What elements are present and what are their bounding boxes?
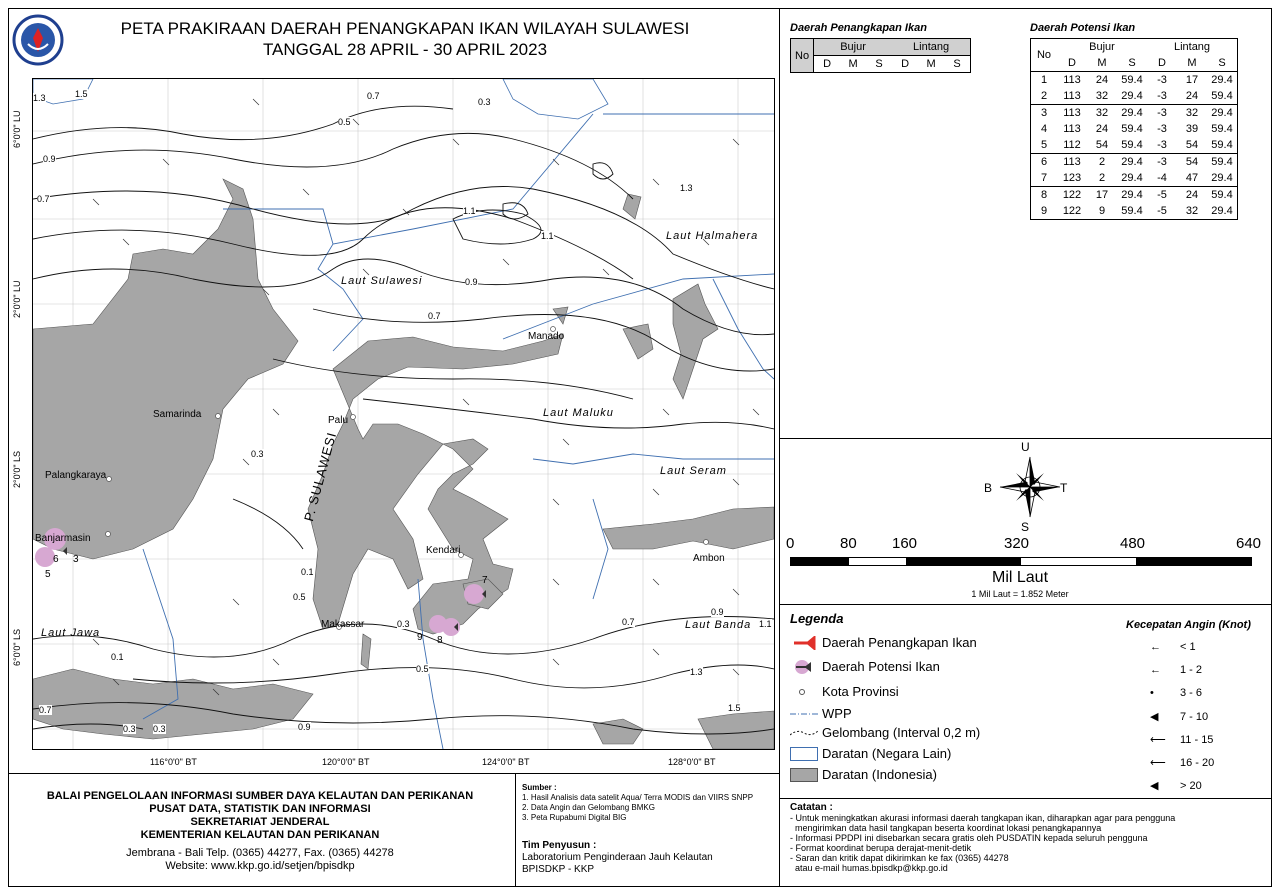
- potential-cell: 9: [1040, 205, 1048, 217]
- potential-cell: 29.4: [1121, 189, 1143, 201]
- col-bujur: Bujur: [1089, 41, 1115, 53]
- org-line4: KEMENTERIAN KELAUTAN DAN PERIKANAN: [140, 829, 380, 841]
- source-item: 2. Data Angin dan Gelombang BMKG: [522, 803, 655, 812]
- footer-organization: [10, 790, 510, 873]
- contour-label: 0.3: [123, 724, 136, 734]
- sea-seram: Laut Seram: [660, 465, 727, 477]
- contour-label: 1.3: [680, 183, 693, 193]
- wind-arrow-icon: ◀: [1150, 711, 1159, 723]
- potential-cell: 2: [1098, 156, 1106, 168]
- col-d: D: [1158, 57, 1166, 69]
- scale-bar: [790, 557, 1252, 566]
- map-title: [30, 18, 780, 60]
- contour-label: 0.1: [301, 567, 314, 577]
- note-item: - Informasi PPDPI ini disebarkan secara gratis oleh PUSDATIN kepada seluruh pengguna: [790, 833, 1148, 843]
- potential-area-title: Daerah Potensi Ikan: [1030, 22, 1136, 34]
- contour-label: 0.5: [338, 117, 351, 127]
- scale-tick: 480: [1120, 535, 1146, 552]
- sources-title: Sumber :: [522, 783, 557, 792]
- potential-cell: 39: [1185, 123, 1199, 135]
- city-samarinda: Samarinda: [153, 409, 202, 420]
- contour-label: 1.1: [759, 619, 772, 629]
- wind-item: ⟵ 16 - 20: [1150, 756, 1215, 769]
- potential-cell: 54: [1185, 156, 1199, 168]
- org-website[interactable]: Website: www.kkp.go.id/setjen/bpisdkp: [165, 860, 355, 872]
- legend-fishing-area: Daerah Penangkapan Ikan: [790, 635, 977, 650]
- map-svg: [33, 79, 774, 749]
- compass-n: U: [1021, 440, 1030, 454]
- compass-e: T: [1060, 481, 1068, 495]
- potential-cell: 17: [1185, 74, 1199, 86]
- col-no: No: [791, 39, 814, 73]
- scale-tick: 320: [1004, 535, 1030, 552]
- potential-cell: 32: [1185, 107, 1199, 119]
- team-line2: BPISDKP - KKP: [522, 864, 595, 875]
- potential-cell: -3: [1157, 139, 1167, 151]
- divider: [515, 773, 516, 887]
- col-d: D: [901, 58, 910, 70]
- wind-arrow-icon: •: [1150, 687, 1154, 699]
- scale-note: 1 Mil Laut = 1.852 Meter: [971, 589, 1069, 599]
- potential-cell: 29.4: [1121, 90, 1143, 102]
- potential-cell: 122: [1062, 189, 1082, 201]
- potential-cell: 122: [1062, 205, 1082, 217]
- y-tick: 6°0'0" LU: [12, 110, 22, 148]
- point-label: 3: [73, 554, 79, 565]
- map-canvas[interactable]: [32, 78, 775, 750]
- compass-icon: [990, 440, 1070, 535]
- potential-cell: 59.4: [1211, 156, 1233, 168]
- contour-label: 1.1: [463, 206, 476, 216]
- potential-cell: 29.4: [1211, 74, 1233, 86]
- potential-cell: 59.4: [1211, 123, 1233, 135]
- wind-item: ◀ > 20: [1150, 779, 1202, 792]
- wind-arrow-icon: ←: [1150, 641, 1161, 653]
- potential-cell: 113: [1063, 156, 1081, 168]
- potential-cell: 59.4: [1211, 189, 1233, 201]
- potential-row: [1031, 105, 1238, 122]
- compass-w: B: [984, 481, 993, 495]
- col-m: M: [1097, 57, 1107, 69]
- city-banjarmasin: Banjarmasin: [35, 533, 91, 544]
- compass-rose: [990, 440, 1070, 535]
- col-d: D: [823, 58, 832, 70]
- team-line1: Laboratorium Penginderaan Jauh Kelautan: [522, 852, 713, 863]
- col-d: D: [1068, 57, 1076, 69]
- divider: [780, 798, 1272, 799]
- org-line2: PUSAT DATA, STATISTIK DAN INFORMASI: [149, 803, 371, 815]
- potential-row: [1031, 72, 1238, 89]
- scale-tick: 80: [840, 535, 857, 552]
- legend-city: Kota Provinsi: [790, 684, 899, 699]
- potential-cell: 2: [1040, 90, 1048, 102]
- divider: [780, 438, 1272, 439]
- potential-cell: 32: [1185, 205, 1199, 217]
- wind-arrow-icon: ⟵: [1150, 757, 1166, 769]
- fishing-area-table: [790, 38, 971, 73]
- potential-cell: -3: [1157, 90, 1167, 102]
- red-fish-icon: [790, 636, 818, 650]
- contour-label: 0.3: [153, 724, 166, 734]
- potential-cell: 9: [1098, 205, 1106, 217]
- col-m: M: [1187, 57, 1197, 69]
- potential-cell: 32: [1095, 107, 1109, 119]
- x-tick: 124°0'0" BT: [482, 757, 530, 767]
- wind-item: ← 1 - 2: [1150, 664, 1203, 676]
- wind-item: ← < 1: [1150, 641, 1196, 653]
- contour-label: 1.3: [690, 667, 703, 677]
- potential-row: [1031, 137, 1238, 154]
- title-line2: TANGGAL 28 APRIL - 30 APRIL 2023: [262, 40, 548, 59]
- indonesia-land-swatch: [790, 768, 818, 782]
- potential-cell: 59.4: [1211, 139, 1233, 151]
- contour-label: 0.5: [416, 664, 429, 674]
- potential-cell: -3: [1157, 123, 1167, 135]
- sea-halmahera: Laut Halmahera: [666, 230, 759, 242]
- potential-cell: 17: [1095, 189, 1109, 201]
- potential-row: [1031, 187, 1238, 204]
- potential-cell: 6: [1040, 156, 1048, 168]
- col-s: S: [875, 58, 883, 70]
- wind-legend-title: Kecepatan Angin (Knot): [1126, 619, 1251, 631]
- legend-title: Legenda: [790, 611, 844, 626]
- y-tick: 2°0'0" LU: [12, 280, 22, 318]
- potential-cell: 59.4: [1121, 139, 1143, 151]
- contour-label: 0.9: [465, 277, 478, 287]
- city-ambon: Ambon: [693, 553, 725, 564]
- contour-label: 0.7: [428, 311, 441, 321]
- contour-label: 0.3: [397, 619, 410, 629]
- sea-sulawesi: Laut Sulawesi: [341, 275, 423, 287]
- potential-cell: 54: [1095, 139, 1109, 151]
- potential-cell: 24: [1095, 123, 1109, 135]
- potential-cell: -3: [1157, 107, 1167, 119]
- potential-cell: 3: [1040, 107, 1048, 119]
- wind-arrow-icon: ⟵: [1150, 734, 1166, 746]
- legend-foreign-land: Daratan (Negara Lain): [790, 746, 951, 761]
- sea-jawa: Laut Jawa: [41, 627, 101, 639]
- col-bujur: Bujur: [814, 39, 893, 56]
- contour-label: 0.9: [298, 722, 311, 732]
- sea-banda: Laut Banda: [685, 619, 752, 631]
- potential-cell: 29.4: [1121, 172, 1143, 184]
- note-item: - Saran dan kritik dapat dikirimkan ke fax (0365) 44278: [790, 853, 1009, 863]
- potential-cell: 29.4: [1121, 156, 1143, 168]
- col-lintang: Lintang: [892, 39, 971, 56]
- sea-maluku: Laut Maluku: [543, 407, 614, 419]
- potential-cell: 24: [1185, 189, 1199, 201]
- wpp-line-icon: [790, 707, 818, 721]
- contour-label: 0.7: [367, 91, 380, 101]
- foreign-land-swatch: [790, 747, 818, 761]
- potential-cell: -3: [1157, 156, 1167, 168]
- contour-label: 1.3: [33, 93, 46, 103]
- col-s: S: [1128, 57, 1136, 69]
- contour-label: 0.1: [111, 652, 124, 662]
- contour-label: 1.1: [541, 231, 554, 241]
- contour-label: 0.9: [43, 154, 56, 164]
- contour-label: 0.7: [37, 194, 50, 204]
- potential-cell: 2: [1098, 172, 1106, 184]
- note-item: atau e-mail humas.bpisdkp@kkp.go.id: [790, 863, 948, 873]
- org-line3: SEKRETARIAT JENDERAL: [190, 816, 330, 828]
- notes-block: [790, 803, 1260, 873]
- scale-tick: 0: [786, 535, 795, 552]
- city-kendari: Kendari: [426, 545, 461, 556]
- contour-label: 0.3: [478, 97, 491, 107]
- contour-label: 0.7: [39, 705, 52, 715]
- col-m: M: [926, 58, 936, 70]
- potential-cell: 29.4: [1211, 172, 1233, 184]
- potential-row: [1031, 121, 1238, 137]
- potential-cell: 4: [1040, 123, 1048, 135]
- city-makassar: Makassar: [321, 619, 365, 630]
- potential-cell: 59.4: [1121, 123, 1143, 135]
- potential-cell: 113: [1063, 107, 1081, 119]
- indonesian-land: [33, 179, 774, 749]
- potential-cell: 32: [1095, 90, 1109, 102]
- contour-label: 1.5: [75, 89, 88, 99]
- potential-cell: 59.4: [1121, 74, 1143, 86]
- title-line1: PETA PRAKIRAAN DAERAH PENANGKAPAN IKAN WILAYAH SULAWESI: [120, 19, 690, 38]
- fishing-area-title: Daerah Penangkapan Ikan: [790, 22, 927, 34]
- city-dot-icon: [790, 685, 818, 699]
- x-tick: 128°0'0" BT: [668, 757, 716, 767]
- potential-cell: 24: [1185, 90, 1199, 102]
- island-sulawesi-label: P. SULAWESI: [301, 430, 340, 523]
- potential-cell: 113: [1063, 74, 1081, 86]
- org-address: Jembrana - Bali Telp. (0365) 44277, Fax. (0365) 44278: [126, 847, 394, 859]
- x-tick: 116°0'0" BT: [150, 757, 197, 767]
- contour-label: 0.5: [293, 592, 306, 602]
- point-label: 7: [482, 575, 488, 586]
- divider: [8, 773, 780, 774]
- potential-cell: 54: [1185, 139, 1199, 151]
- potential-cell: 113: [1063, 123, 1081, 135]
- org-line1: BALAI PENGELOLAAN INFORMASI SUMBER DAYA KELAUTAN DAN PERIKANAN: [46, 790, 474, 802]
- point-label: 9: [417, 632, 423, 643]
- contour-label: 0.3: [251, 449, 264, 459]
- potential-cell: 7: [1040, 172, 1048, 184]
- source-item: 3. Peta Rupabumi Digital BIG: [522, 813, 627, 822]
- source-item: 1. Hasil Analisis data satelit Aqua/ Terra MODIS dan VIIRS SNPP: [522, 793, 754, 802]
- legend-wave: Gelombang (Interval 0,2 m): [790, 725, 980, 740]
- city-palangkaraya: Palangkaraya: [45, 470, 107, 481]
- wpp-boundary: [143, 114, 774, 749]
- note-item: mengirimkan data hasil tangkapan beserta koordinat lokasi penangkapannya: [790, 823, 1102, 833]
- vertical-divider: [779, 8, 780, 887]
- legend-wpp: WPP: [790, 706, 852, 721]
- potential-cell: 24: [1095, 74, 1109, 86]
- team-block: [522, 840, 713, 876]
- point-label: 8: [437, 635, 443, 646]
- col-lintang: Lintang: [1173, 41, 1211, 53]
- potential-cell: 59.4: [1211, 90, 1233, 102]
- notes-title: Catatan :: [790, 802, 833, 813]
- compass-s: S: [1021, 520, 1030, 534]
- wave-line-icon: [790, 726, 818, 740]
- legend-indonesia-land: Daratan (Indonesia): [790, 767, 937, 782]
- city-manado: Manado: [528, 331, 565, 342]
- potential-cell: 5: [1040, 139, 1048, 151]
- potential-cell: 112: [1063, 139, 1081, 151]
- point-label: 6: [53, 554, 59, 565]
- x-tick: 120°0'0" BT: [322, 757, 370, 767]
- city-palu: Palu: [328, 415, 349, 426]
- potential-cell: 1: [1040, 74, 1048, 86]
- note-item: - Format koordinat berupa derajat-menit-detik: [790, 843, 972, 853]
- col-no: No: [1031, 39, 1058, 72]
- col-s: S: [1218, 57, 1226, 69]
- divider: [780, 604, 1272, 605]
- y-tick: 6°0'0" LS: [12, 628, 22, 666]
- team-title: Tim Penyusun :: [522, 840, 597, 851]
- legend-potential-area: Daerah Potensi Ikan: [790, 659, 940, 674]
- y-tick: 2°0'0" LS: [12, 450, 22, 488]
- contour-label: 0.7: [622, 617, 635, 627]
- potential-cell: 29.4: [1211, 107, 1233, 119]
- scale-tick: 640: [1236, 535, 1262, 552]
- potential-row: [1031, 154, 1238, 171]
- potential-cell: 29.4: [1211, 205, 1233, 217]
- note-item: - Untuk meningkatkan akurasi informasi daerah tangkapan ikan, diharapkan agar para pengguna: [790, 813, 1176, 823]
- potential-area-table: [1030, 38, 1238, 220]
- wind-arrow-icon: ←: [1150, 664, 1161, 676]
- scale-tick: 160: [892, 535, 918, 552]
- pink-fish-icon: [790, 660, 818, 674]
- wind-item: ⟵ 11 - 15: [1150, 733, 1214, 746]
- foreign-land: [33, 79, 608, 119]
- potential-cell: 59.4: [1121, 205, 1143, 217]
- potential-cell: 8: [1040, 189, 1048, 201]
- contour-label: 0.9: [711, 607, 724, 617]
- potential-cell: 29.4: [1121, 107, 1143, 119]
- potential-cell: -5: [1157, 189, 1167, 201]
- potential-cell: -3: [1157, 74, 1167, 86]
- col-m: M: [848, 58, 858, 70]
- sources-block: [522, 783, 753, 823]
- potential-cell: -4: [1157, 172, 1167, 184]
- potential-cell: 113: [1063, 90, 1081, 102]
- potential-row: [1031, 88, 1238, 105]
- wind-item: • 3 - 6: [1150, 687, 1203, 699]
- wind-item: ◀ 7 - 10: [1150, 710, 1209, 723]
- potential-row: [1031, 203, 1238, 220]
- col-s: S: [953, 58, 961, 70]
- potential-cell: -5: [1157, 205, 1167, 217]
- potential-cell: 47: [1185, 172, 1199, 184]
- contour-label: 1.5: [728, 703, 741, 713]
- potential-row: [1031, 170, 1238, 187]
- wind-arrow-icon: ◀: [1150, 780, 1159, 792]
- point-label: 5: [45, 569, 51, 580]
- scale-unit: Mil Laut: [991, 569, 1049, 586]
- potential-cell: 123: [1062, 172, 1082, 184]
